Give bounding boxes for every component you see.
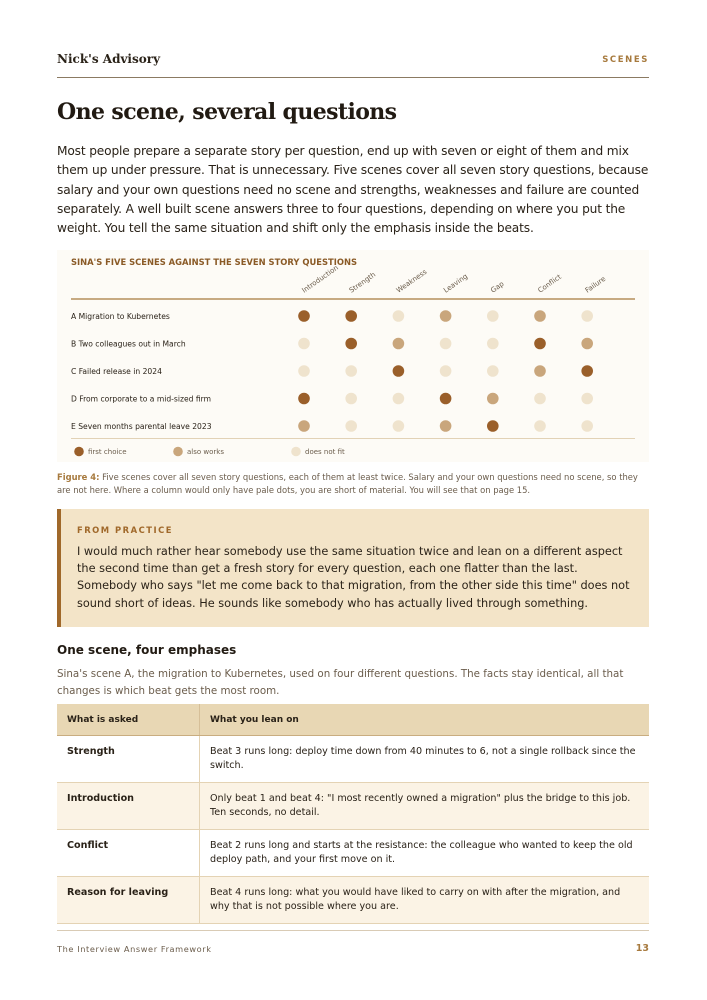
matrix-svg — [57, 250, 649, 462]
table-cell-lean: Beat 2 runs long and starts at the resistance: the colleague who wanted to keep the old deploy path, and your first move on it. — [200, 830, 650, 877]
page-footer — [57, 930, 649, 961]
row-label: A Migration to Kubernetes — [71, 312, 170, 321]
section-title: One scene, four emphases — [57, 643, 237, 657]
table-cell-ask: Conflict — [57, 830, 200, 877]
legend-swatch-does-not-fit — [291, 447, 301, 457]
matrix-dot — [345, 310, 357, 322]
page-header — [57, 51, 649, 78]
page-title: One scene, several questions — [57, 99, 397, 125]
matrix-dot — [487, 338, 499, 350]
matrix-dot — [534, 420, 546, 432]
footer-title: The Interview Answer Framework — [57, 944, 212, 954]
matrix-dot — [298, 420, 310, 432]
matrix-dot — [487, 365, 499, 377]
callout-kicker: FROM PRACTICE — [77, 525, 173, 535]
table-cell-ask: Strength — [57, 736, 200, 783]
matrix-dot — [581, 393, 593, 405]
section-tag: SCENES — [602, 55, 649, 65]
matrix-dot — [487, 393, 499, 405]
matrix-dot — [487, 420, 499, 432]
table-row — [57, 877, 649, 924]
column-label-introduction: Introduction — [300, 263, 340, 295]
matrix-dot — [581, 310, 593, 322]
matrix-dot — [393, 338, 405, 350]
legend-label-also-works: also works — [187, 448, 224, 456]
figure-caption-text: Five scenes cover all seven story questions, each of them at least twice. Salary and your own questions need no scene, so they are not here. Where a column would only have pale dots, you are short of material. You will see that on page 15. — [57, 472, 638, 495]
table-cell-ask: Reason for leaving — [57, 877, 200, 924]
legend-label-first-choice: first choice — [88, 448, 127, 456]
column-label-gap: Gap — [489, 279, 506, 295]
matrix-dot — [345, 365, 357, 377]
column-label-weakness: Weakness — [394, 267, 429, 295]
matrix-dot — [298, 310, 310, 322]
table-cell-lean: Beat 3 runs long: deploy time down from 40 minutes to 6, not a single rollback since the switch. — [200, 736, 650, 783]
matrix-dot — [440, 393, 452, 405]
matrix-dot — [345, 393, 357, 405]
row-label: B Two colleagues out in March — [71, 339, 186, 349]
emphasis-table — [57, 704, 649, 924]
matrix-dot — [581, 365, 593, 377]
matrix-dot — [534, 338, 546, 350]
matrix-dot — [440, 338, 452, 350]
table-row — [57, 783, 649, 830]
legend-swatch-also-works — [173, 447, 183, 457]
column-label-failure: Failure — [583, 274, 608, 295]
figure-caption-label: Figure 4: — [57, 472, 100, 482]
matrix-dot — [298, 393, 310, 405]
table-cell-ask: Introduction — [57, 783, 200, 830]
matrix-dot — [534, 393, 546, 405]
scene-question-matrix — [57, 250, 649, 462]
row-label: E Seven months parental leave 2023 — [71, 422, 212, 431]
matrix-dot — [345, 338, 357, 350]
page-number: 13 — [635, 943, 649, 954]
matrix-dot — [440, 310, 452, 322]
column-label-conflict: Conflict — [536, 272, 563, 295]
row-label: D From corporate to a mid-sized firm — [71, 394, 212, 404]
matrix-dot — [440, 365, 452, 377]
matrix-dot — [581, 338, 593, 350]
row-label: C Failed release in 2024 — [71, 367, 162, 376]
practice-callout — [57, 509, 649, 627]
matrix-dot — [393, 420, 405, 432]
table-cell-lean: Beat 4 runs long: what you would have liked to carry on with after the migration, and why that is not possible where you are. — [200, 877, 650, 924]
matrix-dot — [393, 365, 405, 377]
column-label-leaving: Leaving — [442, 272, 470, 295]
callout-text: I would much rather hear somebody use the same situation twice and lean on a different aspect the second time than get a fresh story for every question, each one flatter than the last. Somebody who says "let me come back to that migration, from the other side this time" does not sound short of ideas. He sounds like somebody who has actually lived through something. — [77, 545, 630, 610]
matrix-dot — [440, 420, 452, 432]
table-header-lean: What you lean on — [200, 704, 650, 736]
matrix-dot — [345, 420, 357, 432]
matrix-dot — [393, 393, 405, 405]
legend-label-does-not-fit: does not fit — [305, 448, 345, 456]
legend-swatch-first-choice — [74, 447, 84, 457]
figure-caption — [57, 471, 649, 497]
column-label-strength: Strength — [347, 270, 378, 295]
brand-name: Nick's Advisory — [57, 52, 161, 66]
table-row — [57, 736, 649, 783]
table-row — [57, 830, 649, 877]
matrix-dot — [487, 310, 499, 322]
matrix-dot — [393, 310, 405, 322]
table-cell-lean: Only beat 1 and beat 4: "I most recently owned a migration" plus the bridge to this job. Ten seconds, no detail. — [200, 783, 650, 830]
intro-paragraph: Most people prepare a separate story per question, end up with seven or eight of them and mix them up under pressure. That is unnecessary. Five scenes cover all seven story questions, because salary and your own questions need no scene and strengths, weaknesses and failure are counted separately. A well built scene answers three to four questions, depending on where you put the weight. You tell the same situation and shift only the emphasis inside the beats. — [57, 144, 649, 236]
matrix-dot — [298, 365, 310, 377]
section-subtitle: Sina's scene A, the migration to Kubernetes, used on four different questions. The facts stay identical, all that changes is which beat gets the most room. — [57, 668, 624, 697]
matrix-dot — [534, 310, 546, 322]
matrix-dot — [581, 420, 593, 432]
chart-title: SINA'S FIVE SCENES AGAINST THE SEVEN STORY QUESTIONS — [71, 257, 358, 267]
matrix-dot — [298, 338, 310, 350]
table-header-row — [57, 704, 649, 736]
matrix-dot — [534, 365, 546, 377]
table-header-ask: What is asked — [57, 704, 200, 736]
